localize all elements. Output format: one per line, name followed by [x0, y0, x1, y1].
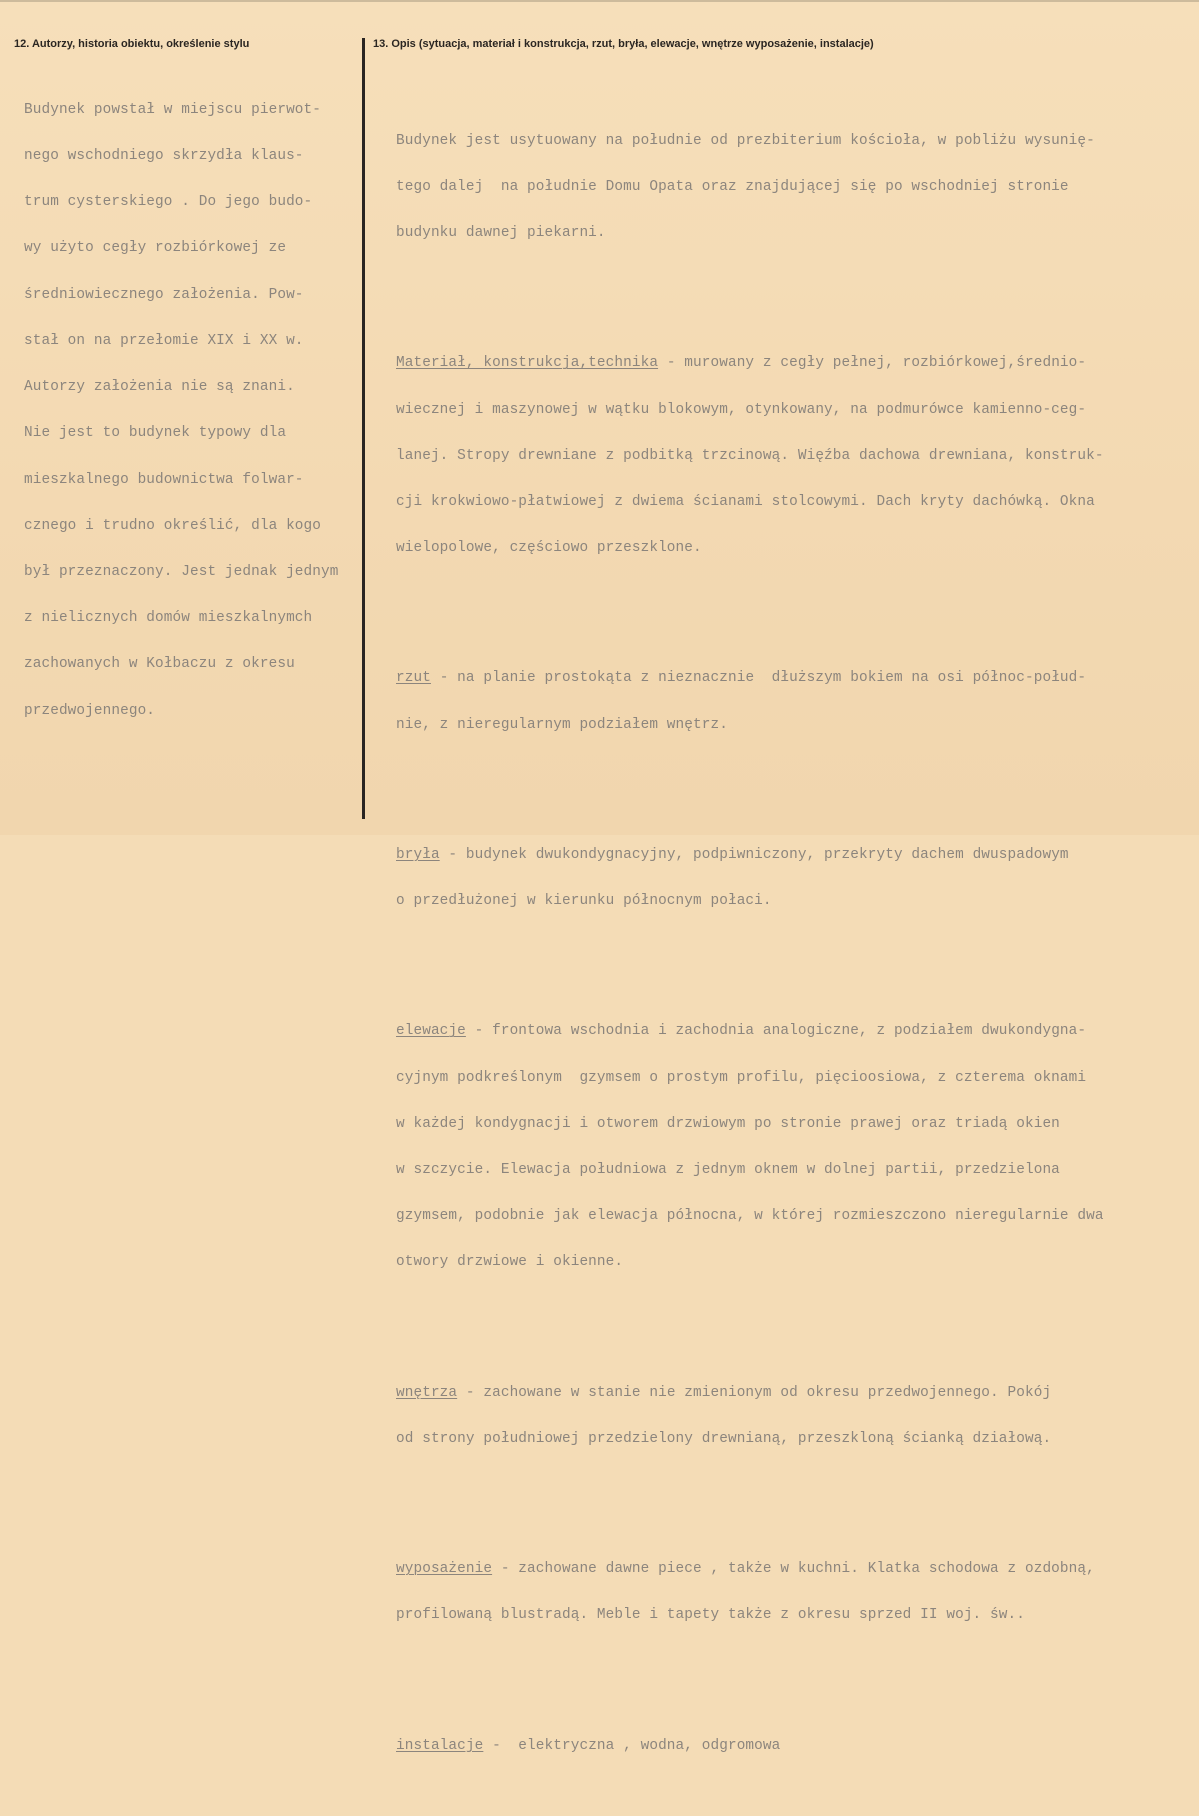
authors-history-text [24, 72, 339, 750]
plan-label: rzut [396, 670, 431, 687]
installations-paragraph [396, 1708, 1196, 1785]
text-line: budynku dawnej piekarni. [396, 225, 606, 242]
installations-label: instalacje [396, 1737, 484, 1754]
text-line: stał on na przełomie XIX i XX w. [24, 332, 304, 349]
elevations-label: elewacje [396, 1023, 466, 1040]
text-line: lanej. Stropy drewniane z podbitką trzcinową. Więźba dachowa drewniana, konstruk- [396, 447, 1104, 464]
text-line: w każdej kondygnacji i otworem drzwiowym po stronie prawej oraz triadą okien [396, 1115, 1060, 1132]
text-line: wy użyto cegły rozbiórkowej ze [24, 240, 287, 257]
text-line: - frontowa wschodnia i zachodnia analogiczne, z podziałem dwukondygna- [465, 1023, 1087, 1040]
text-line: zachowanych w Kołbaczu z okresu [24, 656, 295, 673]
text-line: o przedłużonej w kierunku północnym połaci. [396, 893, 772, 910]
text-line: cji krokwiowo-płatwiowej z dwiema ścianami stolcowymi. Dach kryty dachówką. Okna [396, 493, 1095, 510]
text-line: Nie jest to budynek typowy dla [24, 425, 287, 442]
material-label: Materiał, konstrukcja,technika [396, 355, 659, 372]
text-line: tego dalej na południe Domu Opata oraz znajdującej się po wschodniej stronie [396, 178, 1069, 195]
text-line: - zachowane dawne piece , także w kuchni. Klatka schodowa z ozdobną, [492, 1561, 1095, 1578]
text-line: był przeznaczony. Jest jednak jednym [24, 564, 339, 580]
text-line: - murowany z cegły pełnej, rozbiórkowej,średnio- [658, 355, 1087, 372]
mass-label: bryła [396, 846, 440, 863]
section-13-header: 13. Opis (sytuacja, materiał i konstrukcja, rzut, bryła, elewacje, wnętrze wyposażenie, instalacje) [373, 38, 874, 50]
text-line: od strony południowej przedzielony drewnianą, przeszkloną ścianką działową. [396, 1430, 1052, 1447]
text-line: - zachowane w stanie nie zmienionym od okresu przedwojennego. Pokój [457, 1384, 1052, 1401]
text-line: przedwojennego. [24, 702, 156, 719]
text-line: wielopolowe, częściowo przeszklone. [396, 540, 702, 557]
text-line: gzymsem, podobnie jak elewacja północna, w której rozmieszczono nieregularnie dwa [396, 1208, 1104, 1225]
text-line: w szczycie. Elewacja południowa z jednym oknem w dolnej partii, przedzielona [396, 1162, 1060, 1179]
location-paragraph [396, 103, 1196, 272]
interiors-label: wnętrza [396, 1384, 458, 1401]
interiors-paragraph [396, 1355, 1196, 1478]
text-line: Budynek powstał w miejscu pierwot- [24, 101, 322, 118]
text-line: cznego i trudno określić, dla kogo [24, 517, 322, 534]
text-line: - budynek dwukondygnacyjny, podpiwniczony, przekryty dachem dwuspadowym [439, 846, 1069, 863]
text-line: Budynek jest usytuowany na południe od prezbiterium kościoła, w pobliżu wysunię- [396, 132, 1095, 149]
description-text [396, 72, 1196, 1816]
section-12-header: 12. Autorzy, historia obiektu, określenie stylu [14, 38, 250, 50]
elevations-paragraph [396, 994, 1196, 1302]
furnishings-label: wyposażenie [396, 1561, 493, 1578]
text-line: profilowaną blustradą. Meble i tapety także z okresu sprzed II woj. św.. [396, 1607, 1025, 1624]
text-line: nego wschodniego skrzydła klaus- [24, 148, 304, 165]
text-line: nie, z nieregularnym podziałem wnętrz. [396, 716, 728, 733]
text-line: średniowiecznego założenia. Pow- [24, 286, 304, 303]
text-line: - na planie prostokąta z nieznacznie dłuższym bokiem na osi północ-połud- [430, 670, 1087, 687]
plan-paragraph [396, 641, 1196, 764]
text-line: trum cysterskiego . Do jego budo- [24, 194, 313, 211]
furnishings-paragraph [396, 1531, 1196, 1654]
text-line: cyjnym podkreślonym gzymsem o prostym profilu, pięcioosiowa, z czterema oknami [396, 1069, 1087, 1086]
column-divider [362, 38, 365, 819]
text-line: Autorzy założenia nie są znani. [24, 379, 295, 396]
text-line: wiecznej i maszynowej w wątku blokowym, otynkowany, na podmurówce kamienno-ceg- [396, 401, 1087, 418]
text-line: z nielicznych domów mieszkalnymch [24, 610, 313, 627]
mass-paragraph [396, 817, 1196, 940]
text-line: otwory drzwiowe i okienne. [396, 1254, 624, 1271]
material-paragraph [396, 326, 1196, 588]
text-line: mieszkalnego budownictwa folwar- [24, 471, 304, 488]
text-line: - elektryczna , wodna, odgromowa [483, 1737, 781, 1754]
